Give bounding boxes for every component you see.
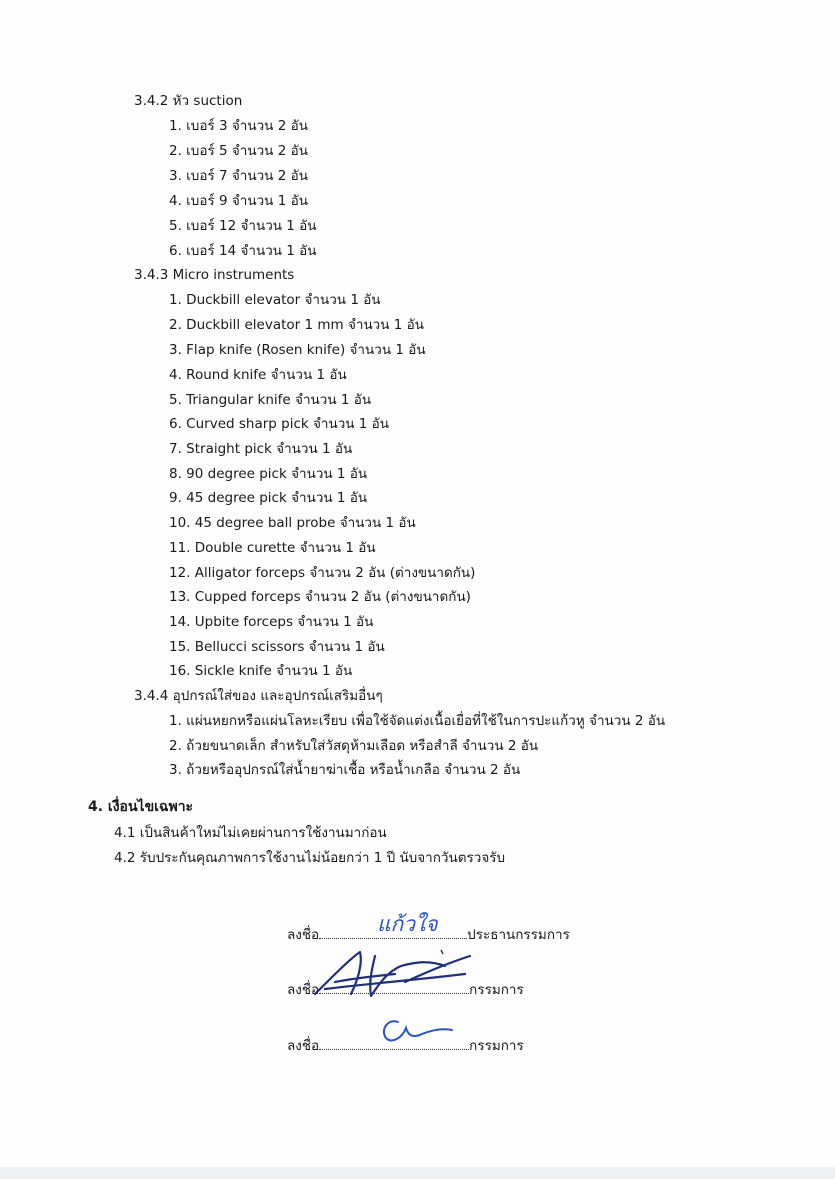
signature-role: กรรมการ [469, 982, 524, 998]
list-item: 3. ถ้วยหรืออุปกรณ์ใส่น้ำยาฆ่าเชื้อ หรือน้ำเกลือ จำนวน 2 อัน [169, 762, 521, 778]
signature-prefix: ลงชื่อ [287, 927, 320, 943]
list-item: 3. เบอร์ 7 จำนวน 2 อัน [169, 168, 308, 184]
list-item: 13. Cupped forceps จำนวน 2 อัน (ต่างขนาดกัน) [169, 589, 471, 605]
list-item: 5. Triangular knife จำนวน 1 อัน [169, 392, 372, 408]
list-item: 9. 45 degree pick จำนวน 1 อัน [169, 490, 368, 506]
handwritten-signature-1: แก้วใจ [377, 912, 438, 936]
list-item: 3. Flap knife (Rosen knife) จำนวน 1 อัน [169, 342, 426, 358]
list-item: 7. Straight pick จำนวน 1 อัน [169, 441, 353, 457]
list-item: 16. Sickle knife จำนวน 1 อัน [169, 663, 353, 679]
list-item: 4.1 เป็นสินค้าใหม่ไม่เคยผ่านการใช้งานมาก่อน [114, 825, 387, 841]
section-heading-3-4-3: 3.4.3 Micro instruments [134, 267, 295, 283]
list-item: 11. Double curette จำนวน 1 อัน [169, 540, 376, 556]
signature-role: ประธานกรรมการ [467, 927, 570, 943]
list-item: 1. แผ่นหยกหรือแผ่นโลหะเรียบ เพื่อใช้จัดแต่งเนื้อเยื่อที่ใช้ในการปะแก้วหู จำนวน 2 อัน [169, 713, 666, 729]
list-item: 1. เบอร์ 3 จำนวน 2 อัน [169, 118, 308, 134]
handwritten-signature-3 [376, 1012, 456, 1048]
handwritten-signature-2 [305, 944, 480, 1004]
signature-prefix: ลงชื่อ [287, 1038, 320, 1054]
list-item: 1. Duckbill elevator จำนวน 1 อัน [169, 292, 381, 308]
list-item: 2. Duckbill elevator 1 mm จำนวน 1 อัน [169, 317, 425, 333]
list-item: 10. 45 degree ball probe จำนวน 1 อัน [169, 515, 416, 531]
section-heading-4: 4. เงื่อนไขเฉพาะ [88, 799, 194, 815]
list-item: 4. Round knife จำนวน 1 อัน [169, 367, 347, 383]
list-item: 12. Alligator forceps จำนวน 2 อัน (ต่างขนาดกัน) [169, 565, 476, 581]
page-bottom-edge [0, 1167, 835, 1179]
list-item: 6. Curved sharp pick จำนวน 1 อัน [169, 416, 390, 432]
list-item: 15. Bellucci scissors จำนวน 1 อัน [169, 639, 385, 655]
list-item: 6. เบอร์ 14 จำนวน 1 อัน [169, 243, 317, 259]
list-item: 14. Upbite forceps จำนวน 1 อัน [169, 614, 374, 630]
signature-prefix: ลงชื่อ [287, 982, 320, 998]
signature-role: กรรมการ [469, 1038, 524, 1054]
section-heading-3-4-4: 3.4.4 อุปกรณ์ใส่ของ และอุปกรณ์เสริมอื่นๆ [134, 688, 383, 704]
list-item: 2. เบอร์ 5 จำนวน 2 อัน [169, 143, 308, 159]
list-item: 5. เบอร์ 12 จำนวน 1 อัน [169, 218, 317, 234]
list-item: 8. 90 degree pick จำนวน 1 อัน [169, 466, 368, 482]
list-item: 4. เบอร์ 9 จำนวน 1 อัน [169, 193, 308, 209]
section-heading-3-4-2: 3.4.2 หัว suction [134, 93, 243, 109]
list-item: 2. ถ้วยขนาดเล็ก สำหรับใส่วัสดุห้ามเลือด หรือสำลี จำนวน 2 อัน [169, 738, 539, 754]
list-item: 4.2 รับประกันคุณภาพการใช้งานไม่น้อยกว่า 1 ปี นับจากวันตรวจรับ [114, 850, 506, 866]
